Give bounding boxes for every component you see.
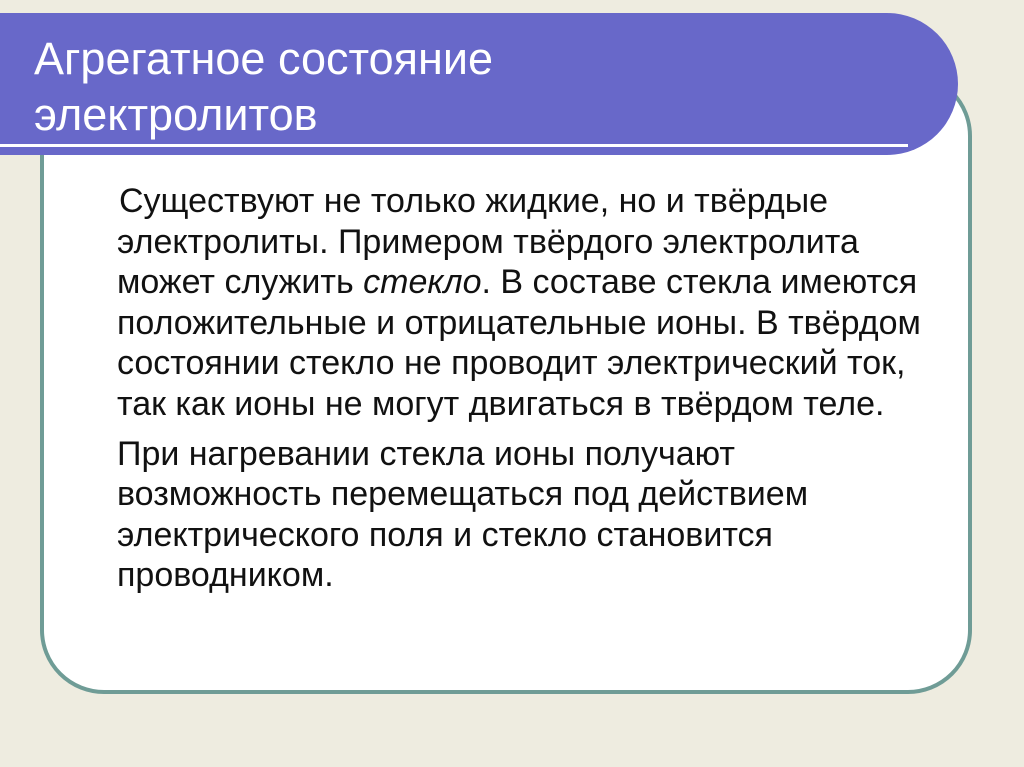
paragraph-1-part-1: Существуют не только жидкие, но и твёрдые электролиты. Примером твёрдого электролита может служить bbox=[117, 182, 859, 302]
paragraph-1-emphasis: стекло bbox=[363, 263, 482, 302]
title-bar bbox=[0, 13, 958, 155]
paragraph-solid-electrolytes bbox=[117, 181, 947, 425]
paragraph-heated-glass: При нагревании стекла ионы получают возможность перемещаться под действием электрического поля и стекло становится проводником. bbox=[117, 434, 809, 595]
title-line-2: электролитов bbox=[34, 89, 318, 140]
slide-body bbox=[117, 181, 947, 596]
slide-title bbox=[34, 31, 914, 143]
title-underline bbox=[0, 144, 908, 147]
paragraph-1-part-2: . В составе стекла имеются положительные и отрицательные ионы. В твёрдом состоянии стекло не проводит электрический ток, так как ионы не могут двигаться в твёрдом теле. bbox=[117, 263, 921, 423]
title-line-1: Агрегатное состояние bbox=[34, 33, 494, 84]
